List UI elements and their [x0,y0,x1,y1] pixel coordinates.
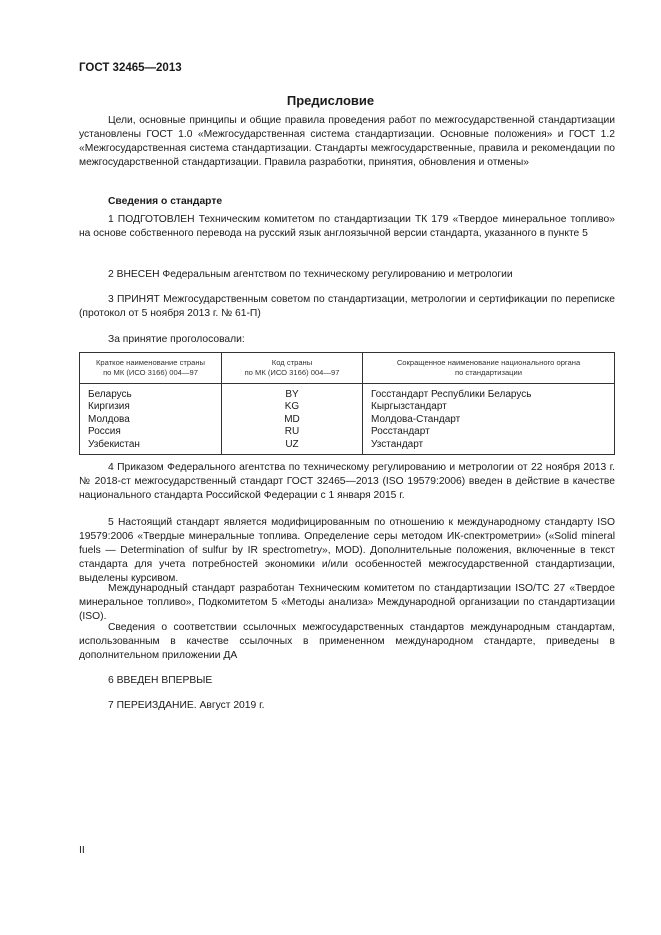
table-row [80,414,615,426]
header-code-line1: Код страны [271,358,313,367]
cell-country: Беларусь [80,384,222,402]
section-title: Сведения о стандарте [108,196,223,207]
cell-country: Киргизия [80,401,222,413]
cell-code: MD [222,414,363,426]
cell-code: UZ [222,439,363,455]
intro-paragraph: Цели, основные принципы и общие правила проведения работ по межгосударственной стандартизации установлены ГОСТ 1.0 «Межгосударственная система стандартизации. Основные положения» и ГОСТ 1.2 «Межгосударственная система стандартизации. Стандарты межгосударственные, правила и рекомендации по межгосударственной стандартизации. Правила разработки, принятия, обновления и отмены» [79,115,615,169]
cell-country: Узбекистан [80,439,222,455]
cell-org: Молдова-Стандарт [363,414,615,426]
cell-org: Росстандарт [363,426,615,438]
cell-org: Кыргызстандарт [363,401,615,413]
item-3-paragraph: 3 ПРИНЯТ Межгосударственным советом по стандартизации, метрологии и сертификации по переписке (протокол от 5 ноября 2013 г. № 61-П) [79,294,615,320]
header-country [80,353,222,384]
header-code-line2: по МК (ИСО 3166) 004—97 [244,368,340,377]
document-number-header: ГОСТ 32465—2013 [79,62,182,74]
item-7-paragraph: 7 ПЕРЕИЗДАНИЕ. Август 2019 г. [108,700,265,711]
header-org-line1: Сокращенное наименование национального органа [396,358,581,367]
header-country-line2: по МК (ИСО 3166) 004—97 [103,368,198,377]
header-country-line1: Краткое наименование страны [96,358,205,367]
cell-country: Россия [80,426,222,438]
page-title: Предисловие [286,93,375,108]
cell-org: Узстандарт [363,439,615,455]
header-code [222,353,363,384]
item-5-paragraph: 5 Настоящий стандарт является модифицированным по отношению к международному стандарту ISO 19579:2006 «Твердые минеральные топлива. Определение серы методом ИК-спектрометрии» («Solid mineral fuels — Determination of sulfur by IR spectrometry», MOD). Дополнительные положения, включенные в текст стандарта для учета потребностей экономики и/или особенностей межгосударственной стандартизации, выделены курсивом. [79,517,615,585]
table-row [80,439,615,455]
cell-code: BY [222,384,363,402]
cell-org: Госстандарт Республики Беларусь [363,384,615,402]
item-6-paragraph: 6 ВВЕДЕН ВПЕРВЫЕ [108,675,213,686]
table-row [80,384,615,402]
item-4-paragraph: 4 Приказом Федерального агентства по техническому регулированию и метрологии от 22 ноября 2013 г. № 2018-ст межгосударственный стандарт ГОСТ 32465—2013 (ISO 19579:2006) введен в действие в качестве национального стандарта Российской Федерации с 1 января 2015 г. [79,462,615,502]
item-1-paragraph: 1 ПОДГОТОВЛЕН Техническим комитетом по стандартизации ТК 179 «Твердое минеральное топливо» на основе собственного перевода на русский язык англоязычной версии стандарта, указанного в пункте 5 [79,214,615,240]
header-org [363,353,615,384]
item-2-paragraph: 2 ВНЕСЕН Федеральным агентством по техническому регулированию и метрологии [108,269,513,280]
cell-country: Молдова [80,414,222,426]
cell-code: RU [222,426,363,438]
item-5-references-paragraph: Сведения о соответствии ссылочных межгосударственных стандартов международным стандартам, использованным в качестве ссылочных в примененном международном стандарте, приведены в дополнительном приложении ДА [79,622,615,662]
vote-table-header-row [80,353,615,384]
item-5-international-paragraph: Международный стандарт разработан Техническим комитетом по стандартизации ISO/TC 27 «Твердое минеральное топливо», Подкомитетом 5 «Методы анализа» Международной организации по стандартизации (ISO). [79,583,615,623]
header-org-line2: по стандартизации [454,368,523,377]
page-number: II [79,844,85,856]
cell-code: KG [222,401,363,413]
voted-label: За принятие проголосовали: [108,334,245,345]
table-row [80,426,615,438]
table-row [80,401,615,413]
vote-table [79,352,615,455]
